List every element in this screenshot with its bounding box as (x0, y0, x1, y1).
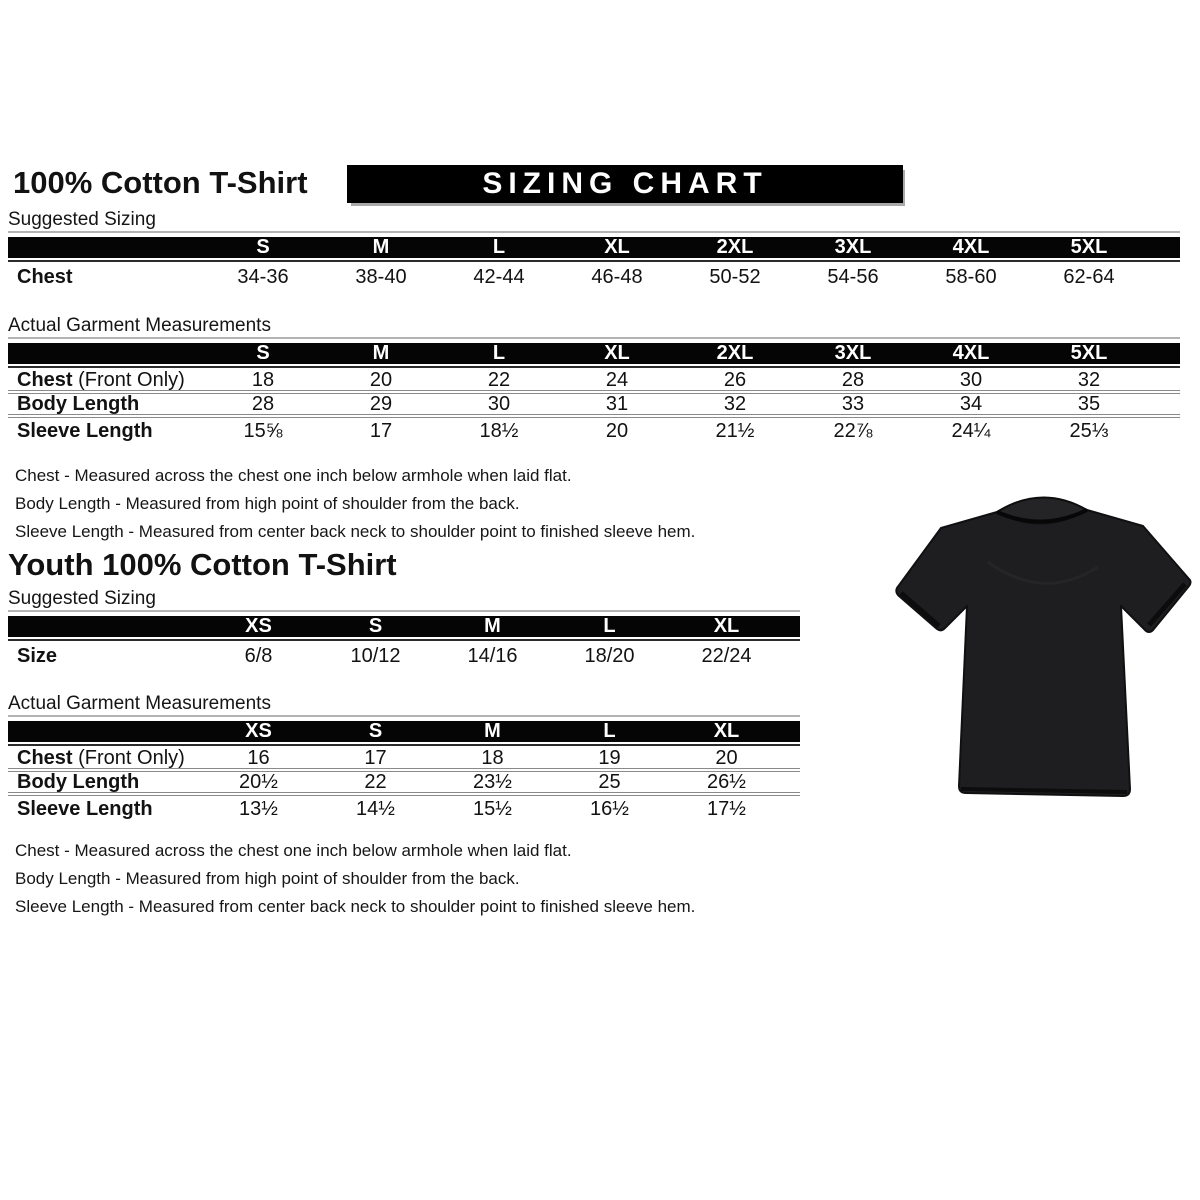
col-header: XL (713, 615, 740, 637)
measurement-value: 28 (251, 392, 275, 415)
measurement-value: 17 (369, 420, 393, 442)
measurement-value: 30 (487, 392, 511, 415)
measurement-value: 17 (364, 746, 387, 769)
col-header: L (492, 236, 506, 258)
measurement-value: 15½ (473, 798, 512, 820)
row-label (8, 798, 200, 821)
size-value: 22/24 (701, 644, 752, 667)
col-header: L (492, 342, 506, 364)
size-value: 54-56 (827, 265, 879, 288)
size-value: 46-48 (591, 265, 643, 288)
size-value: 10/12 (350, 644, 401, 667)
row-label-text: Chest (17, 265, 73, 288)
col-header: S (368, 720, 383, 742)
row-label (8, 393, 204, 416)
col-header: XS (245, 720, 272, 742)
col-header: 4XL (952, 342, 990, 364)
measurement-value: 24 (605, 368, 629, 391)
table-row (8, 796, 800, 823)
measurement-value: 13½ (239, 798, 278, 820)
measurement-value: 29 (369, 392, 393, 415)
measurement-value: 20 (369, 368, 393, 391)
row-label-text: Chest (17, 746, 73, 769)
table-header-row (8, 343, 1180, 364)
size-value: 42-44 (473, 265, 525, 288)
adult-actual-table (8, 316, 1180, 445)
measurement-value: 16 (247, 746, 270, 769)
measurement-value: 25⅓ (1069, 420, 1109, 442)
measurement-value: 20 (605, 420, 629, 442)
row-label (8, 369, 204, 392)
youth-suggested-table (8, 589, 800, 669)
col-header: XS (245, 615, 272, 637)
row-label (8, 771, 200, 794)
size-value: 62-64 (1063, 265, 1115, 288)
measurement-value: 32 (723, 392, 747, 415)
youth-measurement-notes (15, 837, 695, 921)
measurement-value: 22 (487, 368, 511, 391)
col-header: M (372, 236, 390, 258)
black-tshirt-image (893, 492, 1193, 804)
measurement-value: 18 (251, 368, 275, 391)
adult-section-title: 100% Cotton T-Shirt (13, 165, 308, 200)
col-header: S (368, 615, 383, 637)
col-header: 5XL (1070, 342, 1108, 364)
table-header-row (8, 616, 800, 637)
measurement-value: 15⅝ (243, 420, 283, 442)
col-header: 4XL (952, 236, 990, 258)
table-row (8, 418, 1180, 445)
row-label-text: Sleeve Length (17, 420, 153, 442)
row-label (8, 747, 200, 770)
col-header: 2XL (716, 342, 754, 364)
col-header: 2XL (716, 236, 754, 258)
size-value: 58-60 (945, 265, 997, 288)
row-label-text: Body Length (17, 392, 140, 415)
measurement-value: 20 (715, 746, 738, 769)
col-header: M (372, 342, 390, 364)
col-header: XL (604, 236, 630, 258)
row-label-text: Body Length (17, 770, 140, 793)
measurement-value: 30 (959, 368, 983, 391)
col-header: XL (713, 720, 740, 742)
measurement-value: 35 (1077, 392, 1101, 415)
tshirt-body (896, 510, 1190, 796)
measurement-value: 25 (598, 770, 621, 793)
note-line: Sleeve Length - Measured from center back neck to shoulder point to finished sleeve hem. (15, 522, 696, 541)
measurement-value: 26½ (707, 770, 746, 793)
row-label-suffix: (Front Only) (72, 368, 185, 391)
section-label: Actual Garment Measurements (8, 694, 800, 717)
note-line: Sleeve Length - Measured from center back neck to shoulder point to finished sleeve hem. (15, 897, 696, 916)
section-label: Suggested Sizing (8, 589, 800, 612)
table-header-row (8, 237, 1180, 258)
measurement-value: 23½ (473, 770, 512, 793)
adult-measurement-notes (15, 462, 695, 546)
table-row (8, 264, 1180, 290)
col-header: M (484, 720, 501, 742)
measurement-value: 14½ (356, 798, 395, 820)
measurement-value: 31 (605, 392, 629, 415)
measurement-value: 18½ (479, 420, 519, 442)
row-label-text: Sleeve Length (17, 798, 153, 820)
size-value: 18/20 (584, 644, 635, 667)
row-label-text: Size (17, 644, 58, 667)
col-header: L (603, 720, 616, 742)
section-label: Actual Garment Measurements (8, 316, 1180, 339)
row-label (8, 645, 200, 668)
col-header: S (256, 236, 270, 258)
row-label (8, 420, 204, 443)
measurement-value: 32 (1077, 368, 1101, 391)
measurement-value: 21½ (715, 420, 755, 442)
section-label: Suggested Sizing (8, 210, 1180, 233)
measurement-value: 26 (723, 368, 747, 391)
measurement-value: 19 (598, 746, 621, 769)
youth-actual-table (8, 694, 800, 823)
youth-section-title: Youth 100% Cotton T-Shirt (8, 547, 397, 582)
table-row (8, 370, 1180, 394)
table-row (8, 394, 1180, 418)
col-header: 3XL (834, 342, 872, 364)
measurement-value: 33 (841, 392, 865, 415)
adult-suggested-table (8, 210, 1180, 290)
measurement-value: 18 (481, 746, 504, 769)
measurement-value: 22⅞ (833, 420, 873, 442)
size-value: 38-40 (355, 265, 407, 288)
row-label-text: Chest (17, 368, 73, 391)
row-label (8, 266, 204, 289)
measurement-value: 28 (841, 368, 865, 391)
row-label-suffix: (Front Only) (72, 746, 185, 769)
measurement-value: 22 (364, 770, 387, 793)
note-line: Body Length - Measured from high point of shoulder from the back. (15, 869, 520, 888)
table-row (8, 643, 800, 669)
col-header: 5XL (1070, 236, 1108, 258)
table-row (8, 748, 800, 772)
note-line: Body Length - Measured from high point of shoulder from the back. (15, 494, 520, 513)
sizing-chart-banner (347, 165, 903, 203)
note-line: Chest - Measured across the chest one inch below armhole when laid flat. (15, 466, 572, 485)
size-value: 34-36 (237, 265, 289, 288)
note-line: Chest - Measured across the chest one inch below armhole when laid flat. (15, 841, 572, 860)
measurement-value: 24¼ (951, 420, 991, 442)
measurement-value: 34 (959, 392, 983, 415)
banner-label: SIZING CHART (482, 167, 768, 200)
size-value: 50-52 (709, 265, 761, 288)
table-header-row (8, 721, 800, 742)
measurement-value: 16½ (590, 798, 629, 820)
table-row (8, 772, 800, 796)
col-header: M (484, 615, 501, 637)
measurement-value: 20½ (239, 770, 278, 793)
size-value: 14/16 (467, 644, 518, 667)
measurement-value: 17½ (707, 798, 746, 820)
col-header: S (256, 342, 270, 364)
col-header: 3XL (834, 236, 872, 258)
col-header: XL (604, 342, 630, 364)
size-value: 6/8 (244, 644, 273, 667)
col-header: L (603, 615, 616, 637)
